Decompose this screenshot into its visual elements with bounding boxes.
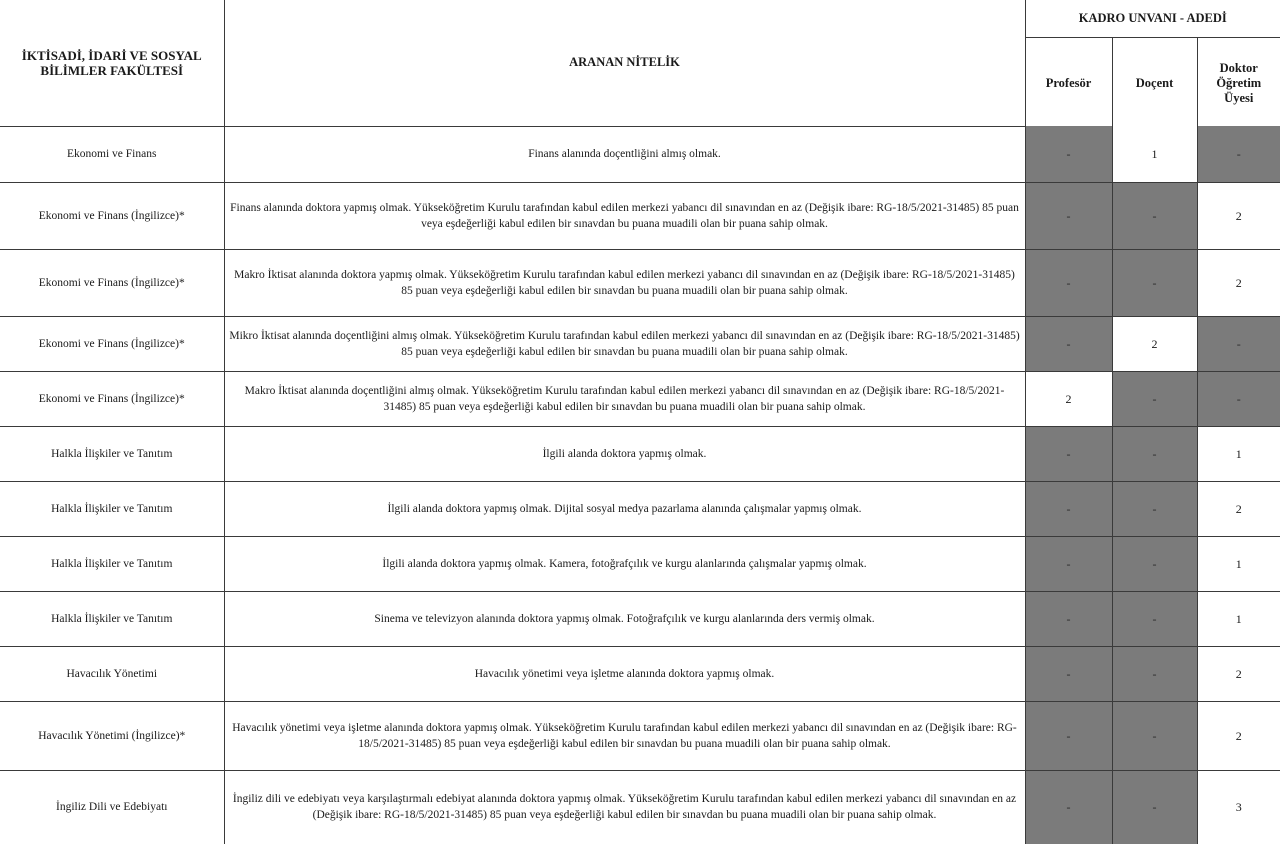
count-cell-doktor-ogretim-uyesi: 1: [1197, 536, 1280, 591]
count-cell-profesor: -: [1025, 426, 1112, 481]
count-cell-docent: -: [1112, 249, 1197, 316]
count-cell-doktor-ogretim-uyesi: 2: [1197, 182, 1280, 249]
count-cell-profesor: -: [1025, 591, 1112, 646]
count-cell-profesor: -: [1025, 646, 1112, 701]
requirement-text: Makro İktisat alanında doçentliğini almış olmak. Yükseköğretim Kurulu tarafından kabul edilen merkezi yabancı dil sınavından en az (Değişik ibare: RG-18/5/2021-31485) 85 puan veya eşdeğerliği kabul edilen bir sınavdan bu puana muadili olan bir puana sahip olmak.: [244, 384, 1005, 413]
count-cell-doktor-ogretim-uyesi: 1: [1197, 591, 1280, 646]
unit-cell: Havacılık Yönetimi (İngilizce)*: [0, 701, 224, 770]
count-cell-doktor-ogretim-uyesi: 1: [1197, 426, 1280, 481]
count-cell-docent: -: [1112, 770, 1197, 844]
table-body: [0, 126, 1280, 844]
count-cell-profesor: -: [1025, 316, 1112, 371]
requirement-text: Havacılık yönetimi veya işletme alanında doktora yapmış olmak. Yükseköğretim Kurulu tarafından kabul edilen merkezi yabancı dil sınavından en az (Değişik ibare: RG-18/5/2021-31485) 85 puan veya eşdeğerliği kabul edilen bir sınavdan bu puana muadili olan bir puana sahip olmak.: [232, 721, 1017, 750]
requirement-cell: [224, 426, 1025, 481]
count-cell-docent: 1: [1112, 126, 1197, 182]
count-cell-profesor: -: [1025, 701, 1112, 770]
unit-cell: Ekonomi ve Finans: [0, 126, 224, 182]
count-cell-docent: 2: [1112, 316, 1197, 371]
count-cell-docent: -: [1112, 426, 1197, 481]
faculty-header: [0, 0, 224, 126]
count-cell-doktor-ogretim-uyesi: -: [1197, 126, 1280, 182]
column-header-docent: Doçent: [1112, 37, 1197, 126]
requirement-cell: [224, 316, 1025, 371]
count-cell-profesor: -: [1025, 126, 1112, 182]
count-cell-docent: -: [1112, 646, 1197, 701]
table-row: [0, 371, 1280, 426]
requirement-text: Finans alanında doçentliğini almış olmak.: [528, 148, 721, 160]
requirement-text: Mikro İktisat alanında doçentliğini almış olmak. Yükseköğretim Kurulu tarafından kabul edilen merkezi yabancı dil sınavından en az (Değişik ibare: RG-18/5/2021-31485) 85 puan veya eşdeğerliği kabul edilen bir sınavdan bu puana muadili olan bir puana sahip olmak.: [229, 329, 1020, 358]
count-cell-profesor: -: [1025, 182, 1112, 249]
requirement-cell: [224, 371, 1025, 426]
requirement-text: Finans alanında doktora yapmış olmak. Yükseköğretim Kurulu tarafından kabul edilen merkezi yabancı dil sınavından en az (Değişik ibare: RG-18/5/2021-31485) 85 puan veya eşdeğerliği kabul edilen bir sınavdan bu puana muadili olan bir puana sahip olmak.: [230, 201, 1019, 230]
requirement-cell: [224, 182, 1025, 249]
count-cell-docent: -: [1112, 536, 1197, 591]
count-cell-profesor: -: [1025, 481, 1112, 536]
faculty-header-text: İKTİSADİ, İDARİ VE SOSYAL BİLİMLER FAKÜLTESİ: [21, 47, 202, 78]
unit-cell: Halkla İlişkiler ve Tanıtım: [0, 426, 224, 481]
requirement-cell: [224, 701, 1025, 770]
requirement-cell: [224, 646, 1025, 701]
unit-cell: Halkla İlişkiler ve Tanıtım: [0, 536, 224, 591]
unit-cell: Halkla İlişkiler ve Tanıtım: [0, 481, 224, 536]
table-row: [0, 646, 1280, 701]
count-cell-doktor-ogretim-uyesi: 3: [1197, 770, 1280, 844]
table-row: [0, 316, 1280, 371]
requirement-text: İngiliz dili ve edebiyatı veya karşılaştırmalı edebiyat alanında doktora yapmış olmak. Yükseköğretim Kurulu tarafından kabul edilen merkezi yabancı dil sınavından en az (Değişik ibare: RG-18/5/2021-31485) 85 puan veya eşdeğerliği kabul edilen bir sınavdan bu puana muadili olan bir puana sahip olmak.: [232, 793, 1017, 822]
table-row: [0, 591, 1280, 646]
count-cell-profesor: -: [1025, 770, 1112, 844]
requirement-text: Havacılık yönetimi veya işletme alanında doktora yapmış olmak.: [474, 667, 775, 680]
count-cell-profesor: 2: [1025, 371, 1112, 426]
requirement-cell: [224, 249, 1025, 316]
requirement-text: İlgili alanda doktora yapmış olmak.: [542, 447, 707, 460]
count-cell-docent: -: [1112, 591, 1197, 646]
column-header-profesor: Profesör: [1025, 37, 1112, 126]
requirement-header: ARANAN NİTELİK: [224, 0, 1025, 126]
count-cell-profesor: -: [1025, 536, 1112, 591]
count-cell-doktor-ogretim-uyesi: 2: [1197, 701, 1280, 770]
position-group-header: KADRO UNVANI - ADEDİ: [1025, 0, 1280, 37]
unit-cell: Ekonomi ve Finans (İngilizce)*: [0, 316, 224, 371]
unit-cell: Halkla İlişkiler ve Tanıtım: [0, 591, 224, 646]
unit-cell: Ekonomi ve Finans (İngilizce)*: [0, 371, 224, 426]
requirement-text: İlgili alanda doktora yapmış olmak. Dijital sosyal medya pazarlama alanında çalışmalar yapmış olmak.: [387, 502, 862, 515]
count-cell-docent: -: [1112, 481, 1197, 536]
unit-cell: Havacılık Yönetimi: [0, 646, 224, 701]
table-row: [0, 770, 1280, 844]
table-row: [0, 126, 1280, 182]
table-row: [0, 182, 1280, 249]
table-header: [0, 0, 1280, 126]
count-cell-profesor: -: [1025, 249, 1112, 316]
requirement-text: Makro İktisat alanında doktora yapmış olmak. Yükseköğretim Kurulu tarafından kabul edilen merkezi yabancı dil sınavından en az (Değişik ibare: RG-18/5/2021-31485) 85 puan veya eşdeğerliği kabul edilen bir sınavdan bu puana muadili olan bir puana sahip olmak.: [234, 268, 1015, 297]
unit-cell: Ekonomi ve Finans (İngilizce)*: [0, 182, 224, 249]
requirement-cell: [224, 770, 1025, 844]
column-header-doktor-ogretim-uyesi: Doktor Öğretim Üyesi: [1197, 37, 1280, 126]
table-row: [0, 481, 1280, 536]
count-cell-docent: -: [1112, 371, 1197, 426]
count-cell-doktor-ogretim-uyesi: 2: [1197, 249, 1280, 316]
requirement-text: Sinema ve televizyon alanında doktora yapmış olmak. Fotoğrafçılık ve kurgu alanlarında ders vermiş olmak.: [374, 612, 875, 625]
requirement-cell: [224, 536, 1025, 591]
requirement-cell: [224, 126, 1025, 182]
requirement-text: İlgili alanda doktora yapmış olmak. Kamera, fotoğrafçılık ve kurgu alanlarında çalışmalar yapmış olmak.: [382, 557, 867, 570]
count-cell-docent: -: [1112, 182, 1197, 249]
count-cell-doktor-ogretim-uyesi: -: [1197, 371, 1280, 426]
unit-cell: İngiliz Dili ve Edebiyatı: [0, 770, 224, 844]
table-row: [0, 426, 1280, 481]
count-cell-doktor-ogretim-uyesi: 2: [1197, 646, 1280, 701]
count-cell-doktor-ogretim-uyesi: -: [1197, 316, 1280, 371]
table-row: [0, 536, 1280, 591]
unit-cell: Ekonomi ve Finans (İngilizce)*: [0, 249, 224, 316]
count-cell-doktor-ogretim-uyesi: 2: [1197, 481, 1280, 536]
table-row: [0, 249, 1280, 316]
count-cell-docent: -: [1112, 701, 1197, 770]
requirement-cell: [224, 481, 1025, 536]
requirement-cell: [224, 591, 1025, 646]
table-row: [0, 701, 1280, 770]
